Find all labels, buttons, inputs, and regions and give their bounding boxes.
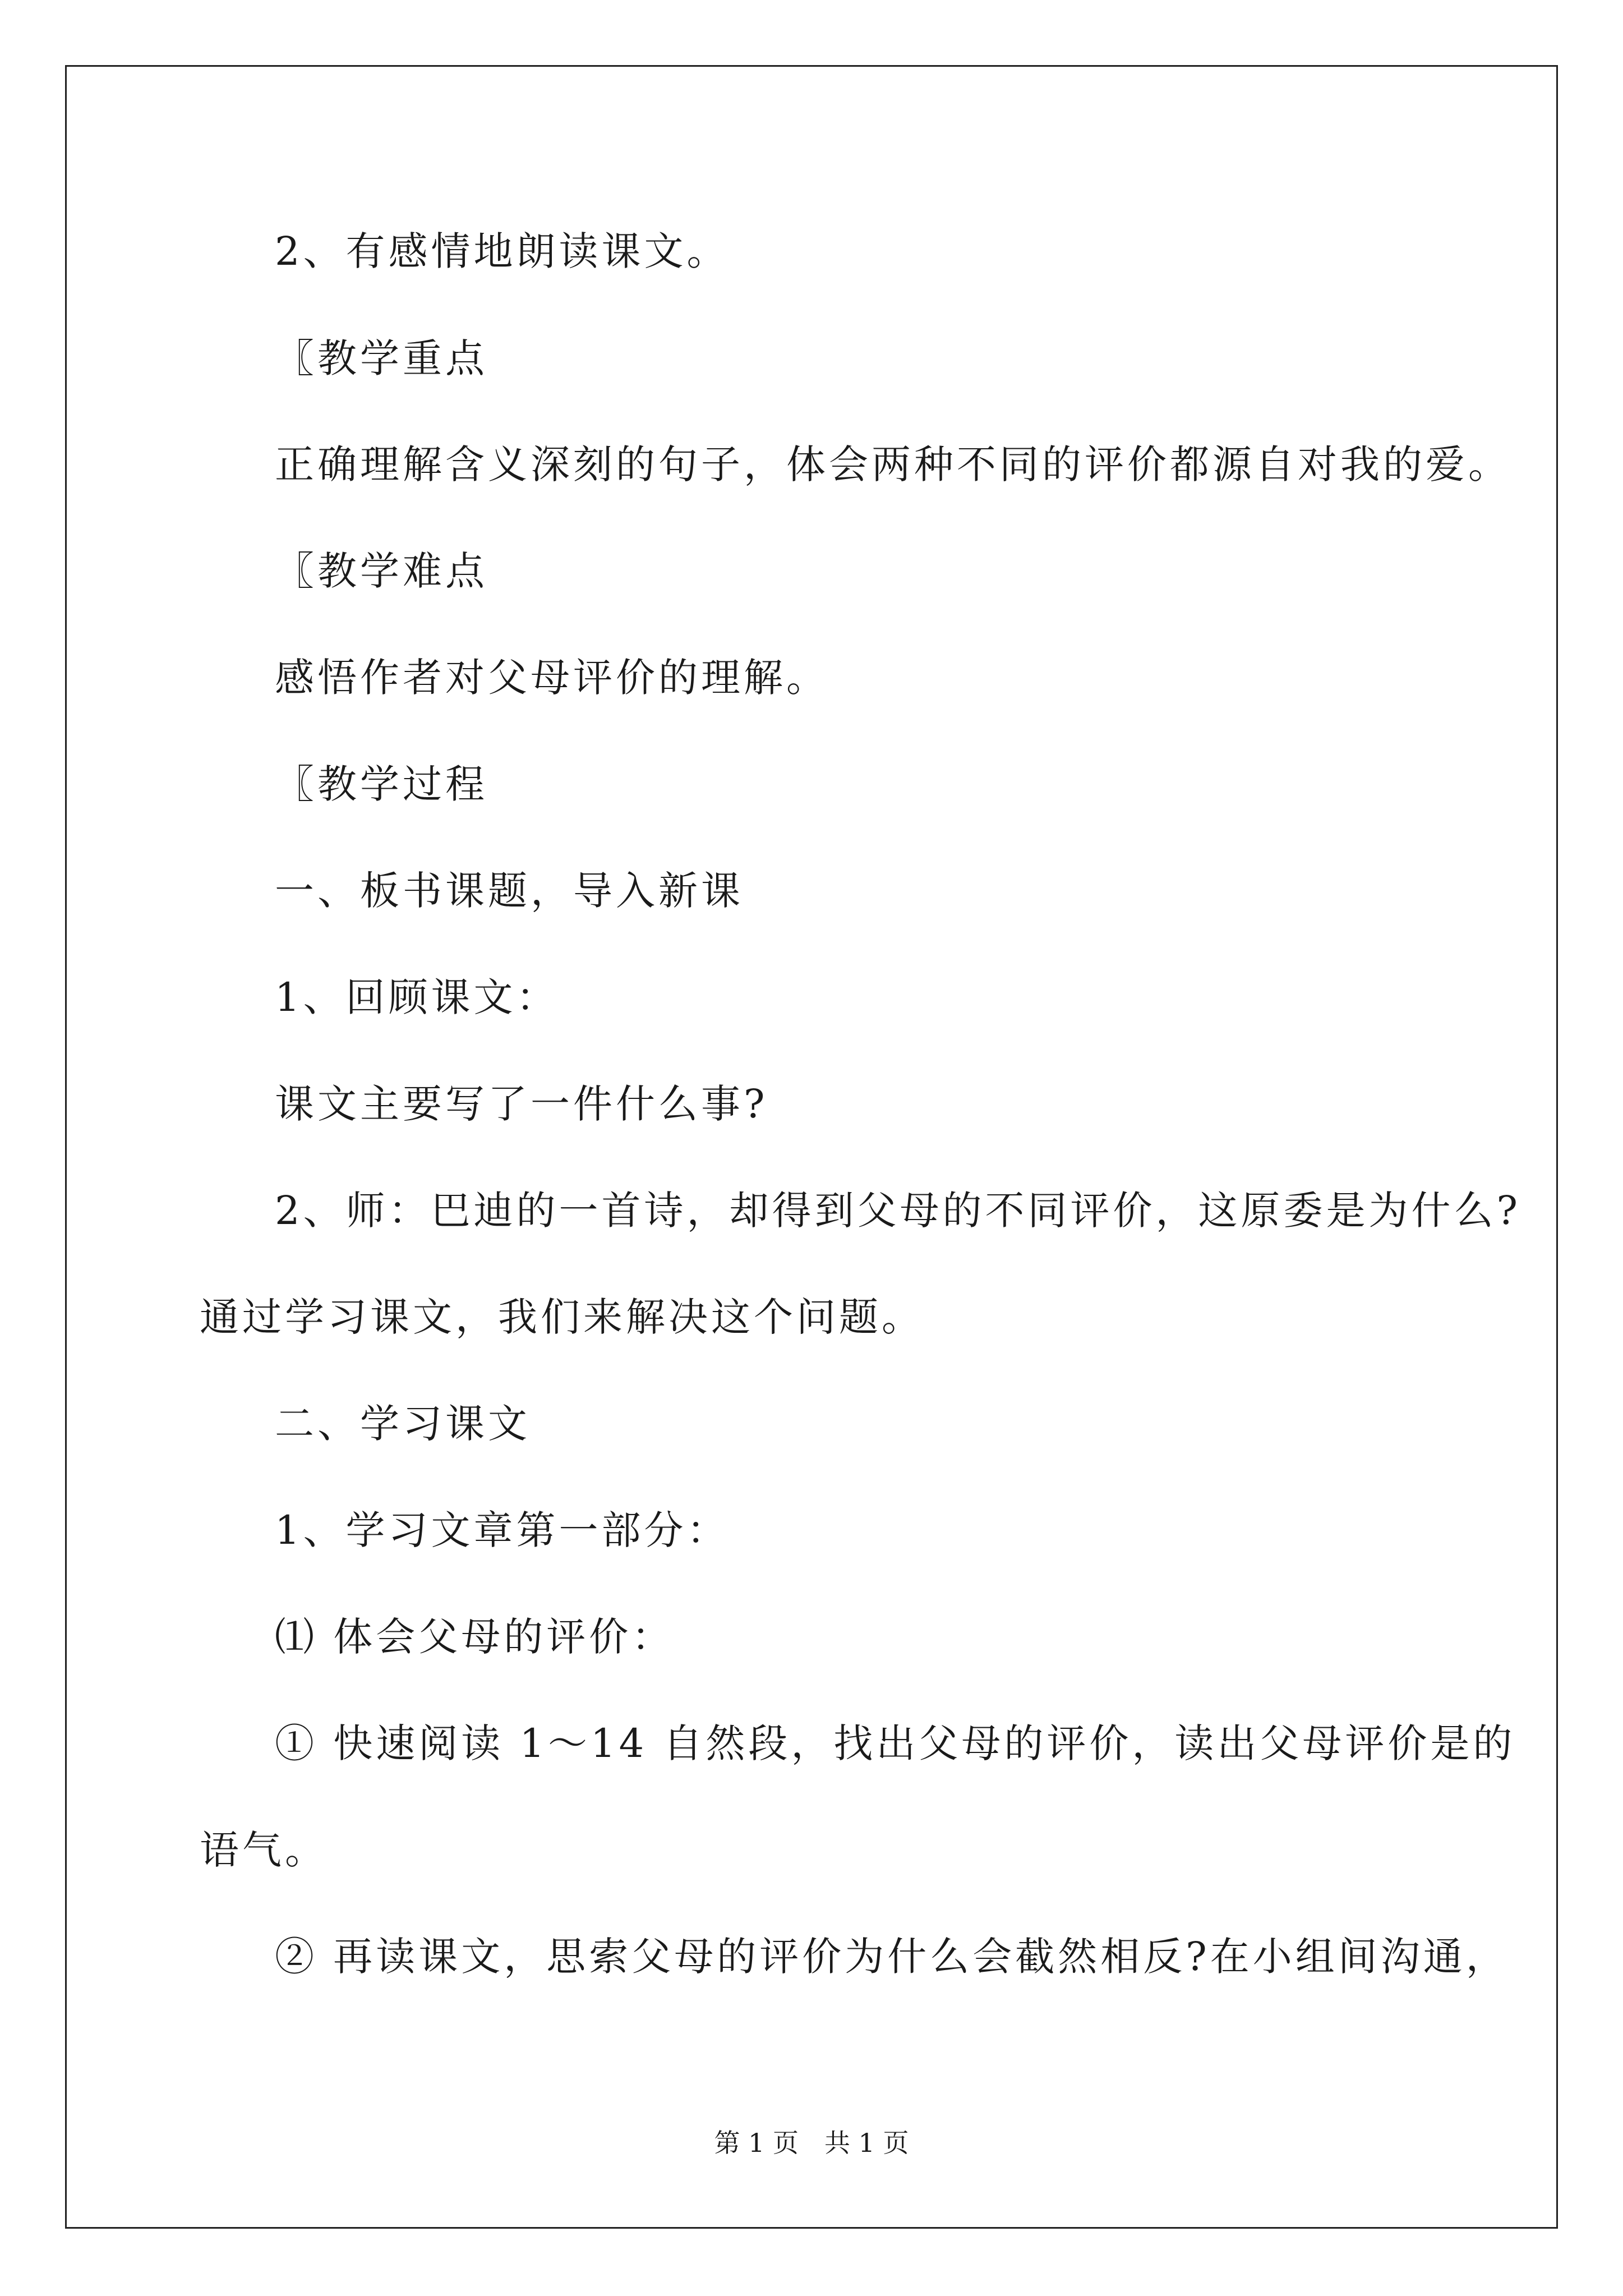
page-total: 共 1 页: [824, 2128, 909, 2158]
text-line: 2、有感情地朗读课文。: [275, 228, 730, 274]
text-line: 课文主要写了一件什么事?: [275, 1081, 768, 1127]
text-line: ① 快速阅读 1～14 自然段，找出父母的评价，读出父母评价是的: [275, 1720, 1516, 1766]
text-line: 通过学习课文，我们来解决这个问题。: [200, 1294, 924, 1340]
section-heading: 〖教学难点: [275, 548, 488, 594]
text-line: 正确理解含义深刻的句子，体会两种不同的评价都源自对我的爱。: [275, 441, 1511, 487]
text-line: 1、回顾课文：: [275, 974, 559, 1020]
text-line: ⑴ 体会父母的评价：: [275, 1614, 675, 1660]
text-line: 2、师：巴迪的一首诗，却得到父母的不同评价，这原委是为什么?: [275, 1188, 1521, 1234]
page-footer: [0, 2130, 1623, 2156]
text-line: 一、板书课题，导入新课: [275, 868, 744, 914]
text-line: 1、学习文章第一部分：: [275, 1507, 730, 1553]
section-heading: 〖教学过程: [275, 761, 488, 807]
section-heading: 〖教学重点: [275, 335, 488, 381]
text-line: 语气。: [200, 1827, 328, 1873]
text-line: 感悟作者对父母评价的理解。: [275, 655, 829, 701]
text-line: ② 再读课文，思索父母的评价为什么会截然相反?在小组间沟通，: [275, 1934, 1509, 1980]
page-border: [65, 65, 1558, 2229]
page-number: 第 1 页: [714, 2128, 799, 2158]
text-line: 二、学习课文: [275, 1401, 531, 1447]
